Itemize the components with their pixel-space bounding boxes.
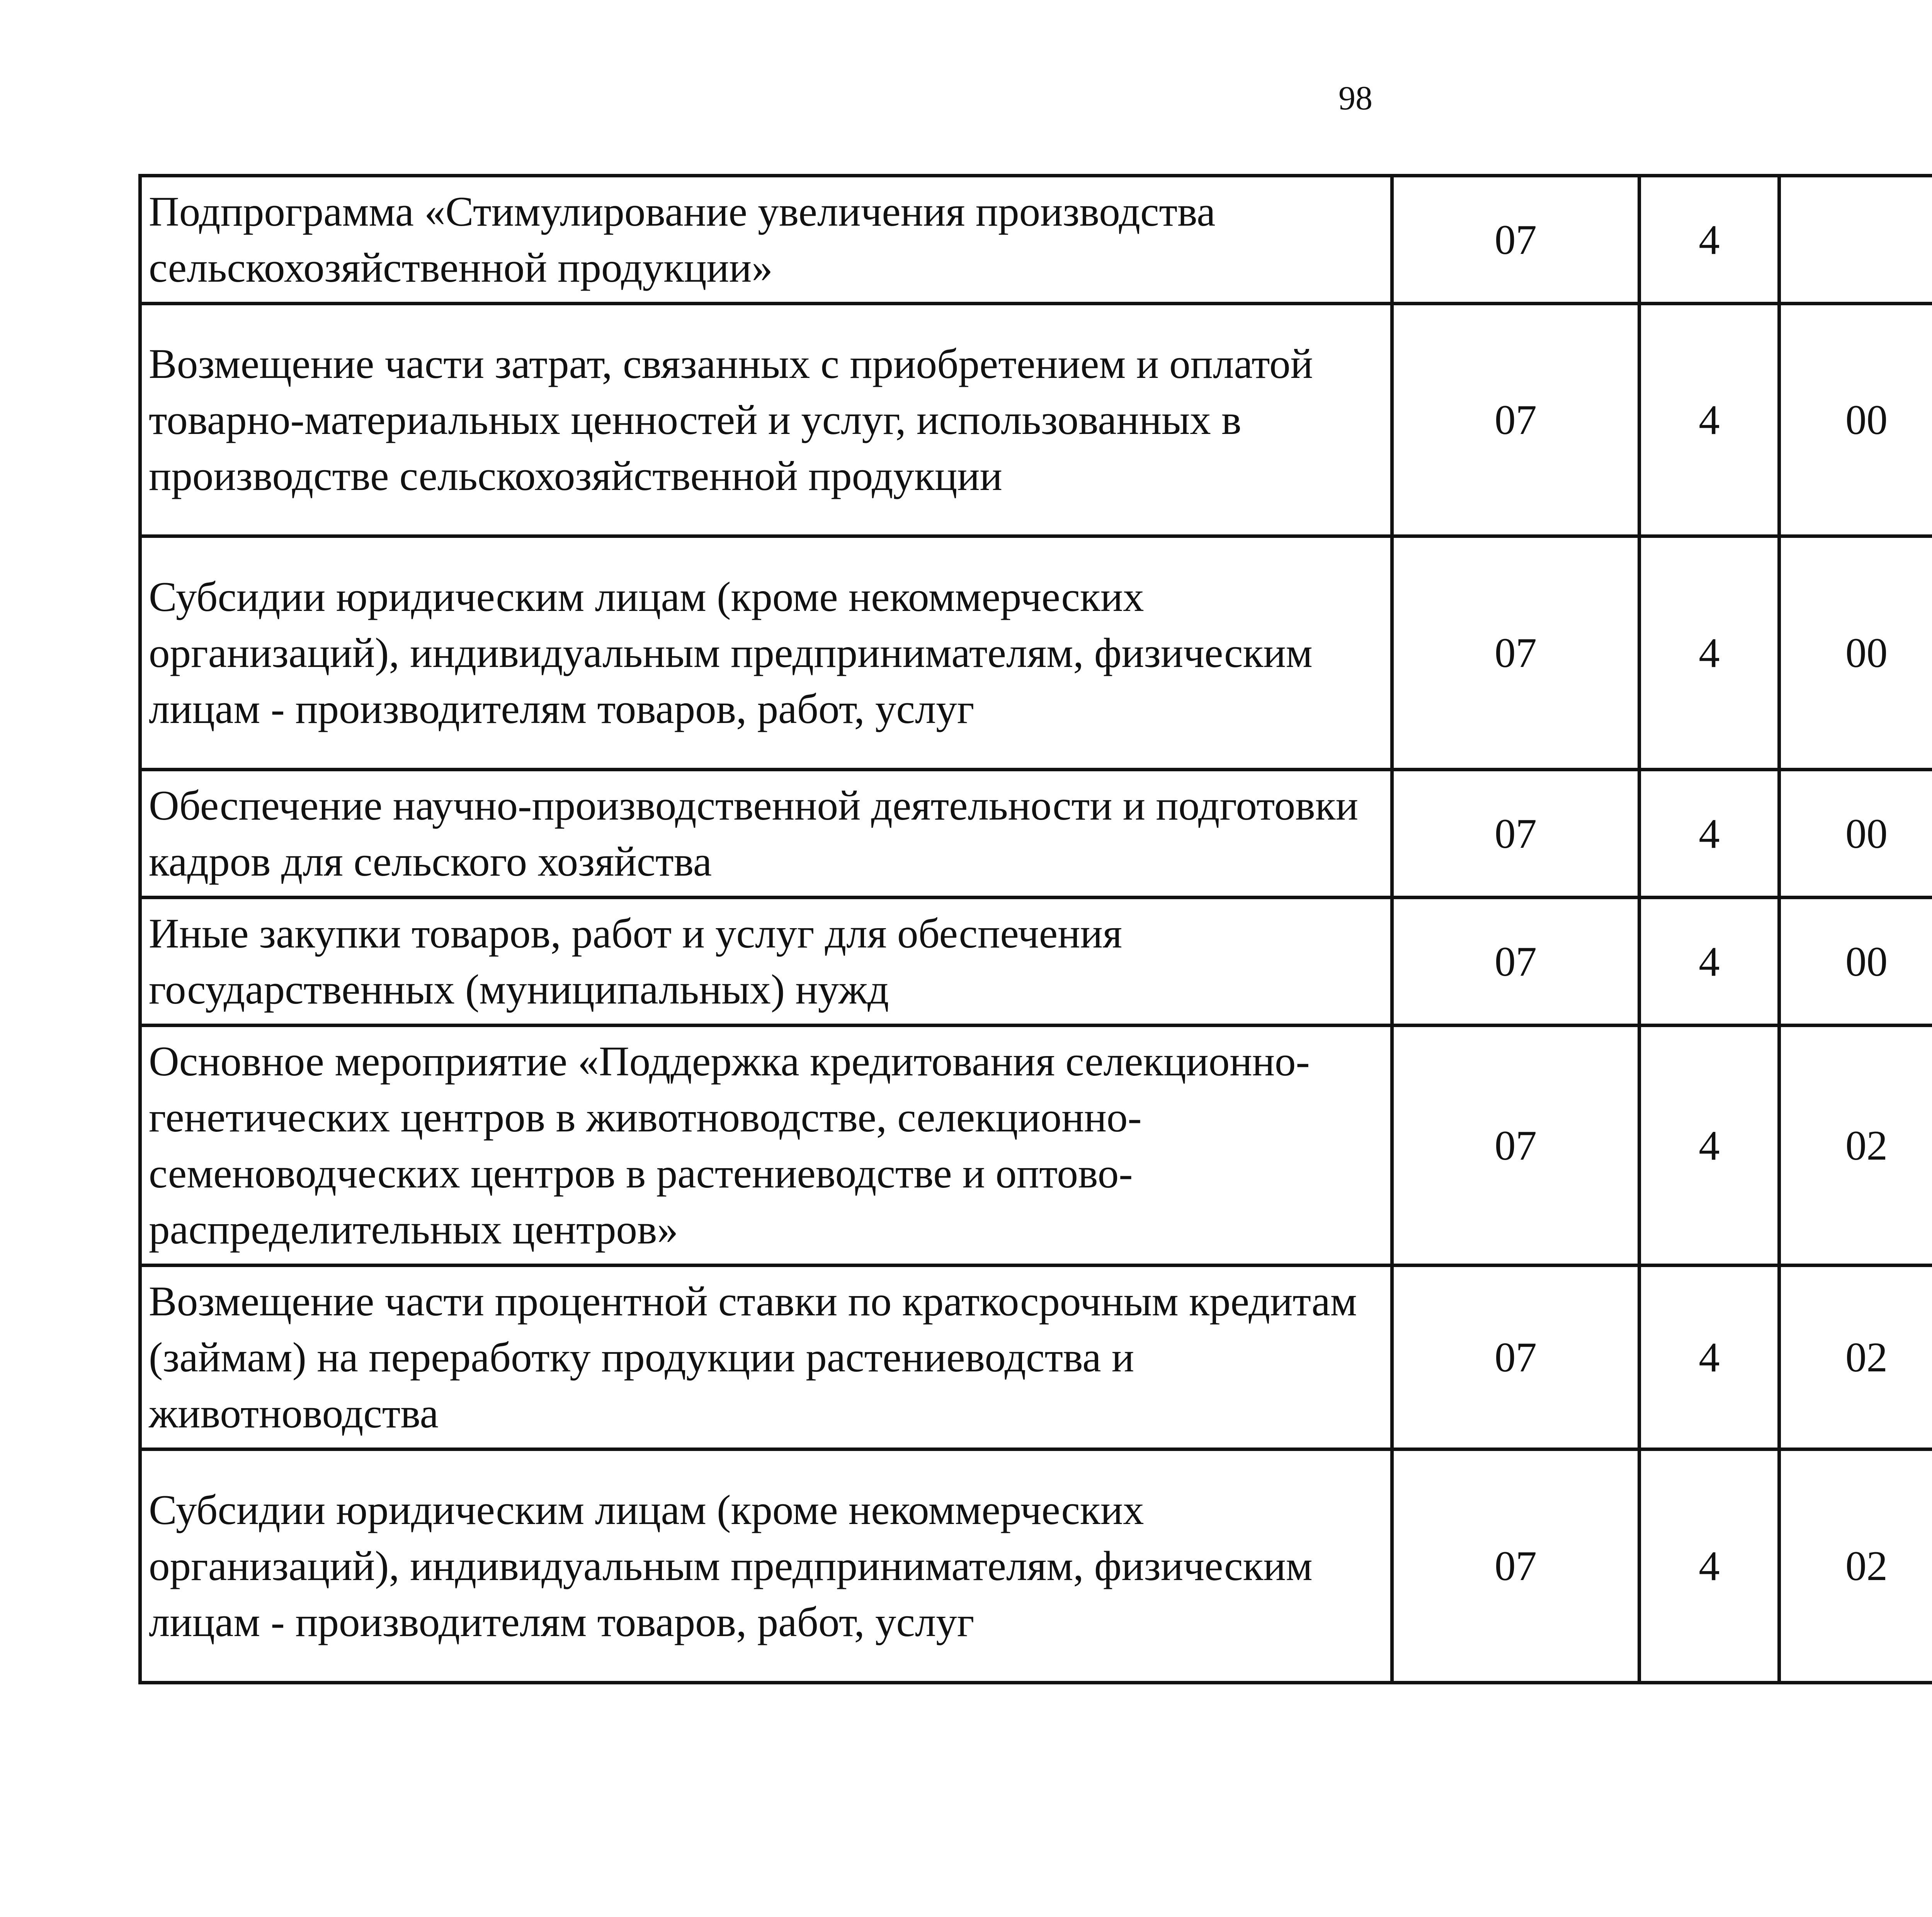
row-description: Основное мероприятие «Поддержка кредитования селекционно-генетических центров в животноводстве, селекционно-семеноводческих центров в растениеводстве и оптово-распределительных центров» bbox=[140, 1026, 1392, 1266]
section-code: 07 bbox=[1392, 304, 1639, 536]
program-code: 4 bbox=[1639, 1026, 1779, 1266]
row-description: Возмещение части процентной ставки по краткосрочным кредитам (займам) на переработку продукции растениеводства и животноводства bbox=[140, 1266, 1392, 1449]
subprogram-code: 00 bbox=[1779, 304, 1932, 536]
subprogram-code: 02 bbox=[1779, 1026, 1932, 1266]
section-code: 07 bbox=[1392, 536, 1639, 770]
row-description: Подпрограмма «Стимулирование увеличения производства сельскохозяйственной продукции» bbox=[140, 176, 1392, 304]
program-code: 4 bbox=[1639, 898, 1779, 1026]
row-description: Иные закупки товаров, работ и услуг для обеспечения государственных (муниципальных) нужд bbox=[140, 898, 1392, 1026]
program-code: 4 bbox=[1639, 770, 1779, 898]
table-row bbox=[140, 536, 1932, 770]
row-description: Возмещение части затрат, связанных с приобретением и оплатой товарно-материальных ценностей и услуг, использованных в производстве сельскохозяйственной продукции bbox=[140, 304, 1392, 536]
program-code: 4 bbox=[1639, 304, 1779, 536]
table-row bbox=[140, 898, 1932, 1026]
section-code: 07 bbox=[1392, 770, 1639, 898]
budget-table bbox=[138, 174, 1932, 1684]
section-code: 07 bbox=[1392, 1266, 1639, 1449]
subprogram-code bbox=[1779, 176, 1932, 304]
table-row bbox=[140, 304, 1932, 536]
table-row bbox=[140, 1026, 1932, 1266]
program-code: 4 bbox=[1639, 1449, 1779, 1683]
page-number: 98 bbox=[1338, 80, 1372, 117]
subprogram-code: 00 bbox=[1779, 770, 1932, 898]
program-code: 4 bbox=[1639, 1266, 1779, 1449]
row-description: Субсидии юридическим лицам (кроме некоммерческих организаций), индивидуальным предпринимателям, физическим лицам - производителям товаров, работ, услуг bbox=[140, 536, 1392, 770]
subprogram-code: 00 bbox=[1779, 898, 1932, 1026]
section-code: 07 bbox=[1392, 1449, 1639, 1683]
table-row bbox=[140, 176, 1932, 304]
subprogram-code: 00 bbox=[1779, 536, 1932, 770]
program-code: 4 bbox=[1639, 176, 1779, 304]
program-code: 4 bbox=[1639, 536, 1779, 770]
row-description: Субсидии юридическим лицам (кроме некоммерческих организаций), индивидуальным предпринимателям, физическим лицам - производителям товаров, работ, услуг bbox=[140, 1449, 1392, 1683]
section-code: 07 bbox=[1392, 176, 1639, 304]
subprogram-code: 02 bbox=[1779, 1266, 1932, 1449]
table-row bbox=[140, 770, 1932, 898]
subprogram-code: 02 bbox=[1779, 1449, 1932, 1683]
table-row bbox=[140, 1449, 1932, 1683]
section-code: 07 bbox=[1392, 1026, 1639, 1266]
table-row bbox=[140, 1266, 1932, 1449]
row-description: Обеспечение научно-производственной деятельности и подготовки кадров для сельского хозяйства bbox=[140, 770, 1392, 898]
section-code: 07 bbox=[1392, 898, 1639, 1026]
